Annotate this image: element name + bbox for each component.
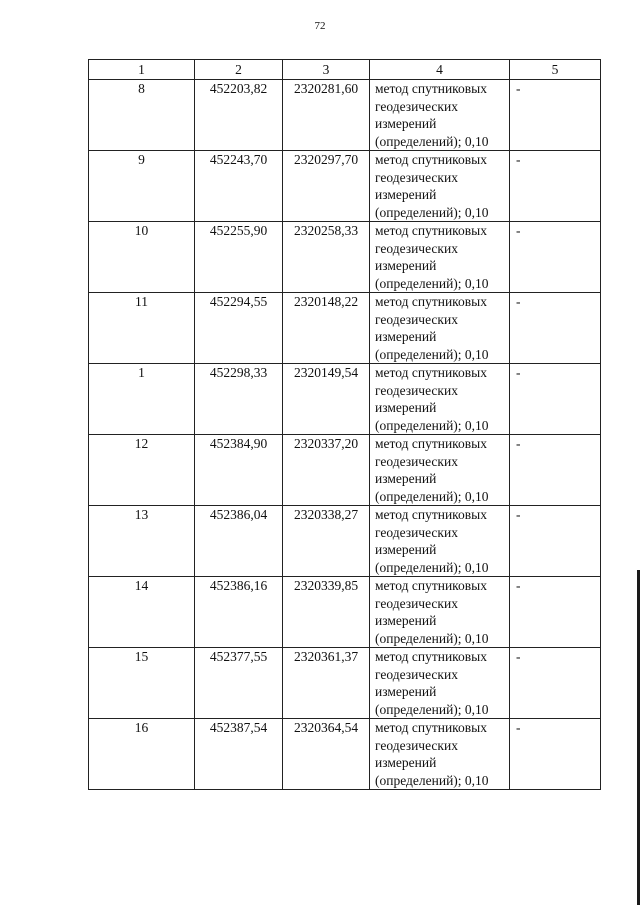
method-line: измерений	[375, 258, 437, 273]
method-line: измерений	[375, 542, 437, 557]
point-number-cell: 16	[89, 719, 195, 790]
note-cell: -	[510, 648, 601, 719]
note-cell: -	[510, 506, 601, 577]
table-row	[89, 293, 601, 364]
method-cell	[370, 222, 510, 293]
method-cell	[370, 506, 510, 577]
table-row	[89, 151, 601, 222]
method-line: измерений	[375, 613, 437, 628]
method-line: геодезических	[375, 240, 458, 256]
y-coordinate-cell: 2320297,70	[283, 151, 370, 222]
x-coordinate-cell: 452377,55	[195, 648, 283, 719]
method-line: (определений); 0,10	[375, 772, 489, 788]
table-row	[89, 506, 601, 577]
note-cell: -	[510, 293, 601, 364]
method-cell	[370, 293, 510, 364]
method-line: геодезических	[375, 311, 458, 327]
method-line: геодезических	[375, 666, 458, 682]
x-coordinate-cell: 452384,90	[195, 435, 283, 506]
method-line: метод спутниковых	[375, 223, 487, 238]
point-number-cell: 1	[89, 364, 195, 435]
note-cell: -	[510, 435, 601, 506]
header-col-2: 2	[195, 60, 283, 80]
x-coordinate-cell: 452386,16	[195, 577, 283, 648]
y-coordinate-cell: 2320258,33	[283, 222, 370, 293]
method-line: (определений); 0,10	[375, 630, 489, 646]
coordinates-table	[88, 59, 601, 790]
method-line: метод спутниковых	[375, 436, 487, 451]
method-line: метод спутниковых	[375, 81, 487, 96]
y-coordinate-cell: 2320149,54	[283, 364, 370, 435]
table-body	[89, 80, 601, 790]
method-cell	[370, 151, 510, 222]
table-row	[89, 222, 601, 293]
table-row	[89, 719, 601, 790]
note-cell: -	[510, 364, 601, 435]
point-number-cell: 13	[89, 506, 195, 577]
x-coordinate-cell: 452203,82	[195, 80, 283, 151]
method-cell	[370, 577, 510, 648]
method-line: измерений	[375, 755, 437, 770]
point-number-cell: 12	[89, 435, 195, 506]
method-line: метод спутниковых	[375, 507, 487, 522]
method-line: (определений); 0,10	[375, 701, 489, 717]
point-number-cell: 14	[89, 577, 195, 648]
page-number: 72	[314, 20, 326, 32]
method-line: (определений); 0,10	[375, 133, 489, 149]
x-coordinate-cell: 452294,55	[195, 293, 283, 364]
method-line: метод спутниковых	[375, 720, 487, 735]
x-coordinate-cell: 452387,54	[195, 719, 283, 790]
x-coordinate-cell: 452386,04	[195, 506, 283, 577]
table-row	[89, 648, 601, 719]
table-header	[89, 60, 601, 80]
method-line: метод спутниковых	[375, 578, 487, 593]
method-line: измерений	[375, 400, 437, 415]
y-coordinate-cell: 2320281,60	[283, 80, 370, 151]
method-cell	[370, 435, 510, 506]
x-coordinate-cell: 452255,90	[195, 222, 283, 293]
table-row	[89, 80, 601, 151]
method-line: измерений	[375, 116, 437, 131]
method-line: измерений	[375, 684, 437, 699]
method-line: метод спутниковых	[375, 152, 487, 167]
y-coordinate-cell: 2320361,37	[283, 648, 370, 719]
note-cell: -	[510, 151, 601, 222]
header-col-3: 3	[283, 60, 370, 80]
y-coordinate-cell: 2320337,20	[283, 435, 370, 506]
y-coordinate-cell: 2320364,54	[283, 719, 370, 790]
method-line: геодезических	[375, 169, 458, 185]
note-cell: -	[510, 80, 601, 151]
method-line: измерений	[375, 329, 437, 344]
point-number-cell: 8	[89, 80, 195, 151]
note-cell: -	[510, 577, 601, 648]
method-cell	[370, 364, 510, 435]
method-cell	[370, 648, 510, 719]
method-line: (определений); 0,10	[375, 346, 489, 362]
method-line: геодезических	[375, 524, 458, 540]
point-number-cell: 15	[89, 648, 195, 719]
header-col-1: 1	[89, 60, 195, 80]
method-line: (определений); 0,10	[375, 275, 489, 291]
table-row	[89, 435, 601, 506]
method-line: геодезических	[375, 737, 458, 753]
header-col-4: 4	[370, 60, 510, 80]
method-line: метод спутниковых	[375, 294, 487, 309]
method-line: измерений	[375, 187, 437, 202]
y-coordinate-cell: 2320338,27	[283, 506, 370, 577]
method-line: геодезических	[375, 98, 458, 114]
y-coordinate-cell: 2320339,85	[283, 577, 370, 648]
header-row	[89, 60, 601, 80]
note-cell: -	[510, 222, 601, 293]
method-cell	[370, 80, 510, 151]
table-row	[89, 364, 601, 435]
method-line: (определений); 0,10	[375, 559, 489, 575]
header-col-5: 5	[510, 60, 601, 80]
table-row	[89, 577, 601, 648]
method-line: геодезических	[375, 595, 458, 611]
method-line: геодезических	[375, 382, 458, 398]
method-line: метод спутниковых	[375, 649, 487, 664]
x-coordinate-cell: 452243,70	[195, 151, 283, 222]
method-line: (определений); 0,10	[375, 204, 489, 220]
method-line: измерений	[375, 471, 437, 486]
note-cell: -	[510, 719, 601, 790]
point-number-cell: 9	[89, 151, 195, 222]
point-number-cell: 11	[89, 293, 195, 364]
y-coordinate-cell: 2320148,22	[283, 293, 370, 364]
method-cell	[370, 719, 510, 790]
method-line: метод спутниковых	[375, 365, 487, 380]
point-number-cell: 10	[89, 222, 195, 293]
method-line: геодезических	[375, 453, 458, 469]
method-line: (определений); 0,10	[375, 488, 489, 504]
x-coordinate-cell: 452298,33	[195, 364, 283, 435]
method-line: (определений); 0,10	[375, 417, 489, 433]
